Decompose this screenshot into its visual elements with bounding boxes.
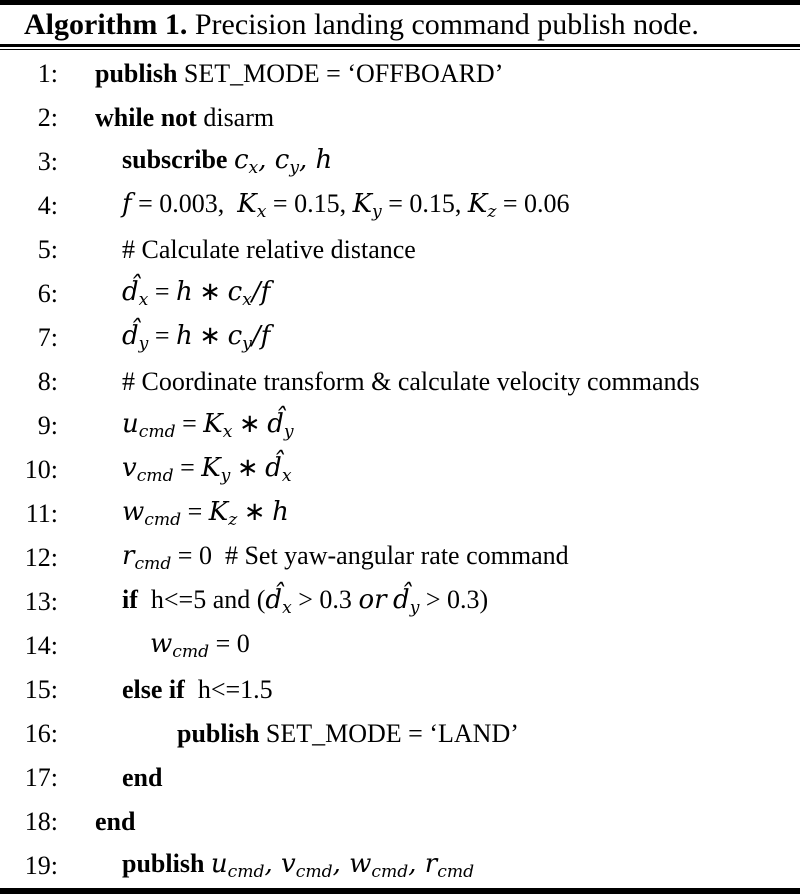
code-segment: = 0.06 (496, 189, 570, 219)
code-segment: cmd (134, 554, 172, 575)
line-code (58, 807, 135, 837)
code-segment: K (201, 453, 221, 484)
code-segment: K (352, 189, 373, 220)
code-segment: h (176, 321, 193, 352)
code-segment: cmd (295, 862, 333, 883)
code-segment: K (208, 497, 229, 528)
code-segment: h<=5 and ( (137, 585, 266, 615)
code-segment: x (138, 290, 149, 311)
code-segment: ∗ (230, 453, 266, 483)
code-segment: while not (95, 103, 204, 132)
line-number: 4: (37, 191, 58, 220)
line-number: 6: (37, 279, 58, 308)
algorithm-line (0, 756, 800, 800)
code-segment: end (95, 807, 136, 836)
code-segment: > 0.3 (291, 585, 359, 615)
algorithm-line (0, 140, 800, 184)
code-segment: = (175, 409, 204, 439)
line-code (58, 367, 700, 397)
algorithm-title: Precision landing command publish node. (187, 7, 699, 41)
line-code (58, 849, 474, 882)
code-segment: x (222, 422, 233, 443)
code-segment: d̂ (267, 409, 284, 440)
line-code (58, 585, 488, 618)
code-segment: d̂ (265, 585, 283, 616)
code-segment: # Coordinate transform & calculate velocity commands (122, 367, 700, 396)
line-number: 15: (24, 675, 58, 704)
code-segment: x (256, 202, 267, 223)
line-code (58, 277, 270, 310)
code-segment: ∗ (237, 497, 273, 527)
code-segment: = 0 (209, 629, 250, 659)
algorithm-header (0, 5, 800, 44)
line-code (58, 497, 289, 530)
code-segment: cmd (227, 862, 265, 883)
algorithm-line (0, 316, 800, 360)
code-segment: publish (95, 59, 184, 88)
code-segment: c (227, 277, 243, 308)
line-number: 14: (24, 631, 58, 660)
code-segment: h (176, 277, 193, 308)
algorithm-line (0, 184, 800, 228)
line-code (58, 321, 270, 354)
code-segment: x (248, 158, 259, 179)
line-number: 18: (24, 807, 58, 836)
line-code (58, 453, 292, 486)
code-segment: = (148, 277, 177, 307)
line-number: 8: (37, 367, 58, 396)
code-segment: cmd (136, 466, 174, 487)
line-code (58, 235, 416, 265)
algorithm-line (0, 580, 800, 624)
code-segment: subscribe (122, 145, 234, 175)
line-number: 12: (24, 543, 58, 572)
code-segment: disarm (203, 103, 275, 132)
code-segment: w (150, 629, 173, 660)
code-segment: f (122, 189, 132, 220)
algorithm-label: Algorithm 1. (24, 7, 188, 41)
line-code (58, 145, 332, 178)
code-segment: y (220, 466, 231, 487)
code-segment: h<=1.5 (184, 675, 273, 704)
code-segment: d̂ (122, 277, 139, 308)
algorithm-line (0, 404, 800, 448)
algorithm-line (0, 800, 800, 844)
code-segment: end (122, 763, 163, 792)
code-segment: = (181, 497, 209, 527)
code-segment: , w (332, 849, 372, 880)
code-segment: ∗ (192, 277, 228, 307)
line-number: 2: (37, 103, 58, 132)
code-segment: = 0.15, (381, 189, 468, 219)
code-segment: x (282, 598, 292, 619)
code-segment: or (358, 585, 387, 616)
line-number: 11: (25, 499, 58, 528)
code-segment: d̂ (265, 453, 282, 484)
code-segment: x (281, 466, 292, 487)
algorithm-line (0, 492, 800, 536)
code-segment: = 0.003, (131, 189, 238, 219)
code-segment: v (122, 453, 137, 484)
code-segment: cmd (172, 642, 210, 663)
code-segment: , v (264, 849, 296, 880)
code-segment: > 0.3) (419, 585, 489, 615)
algorithm-body (0, 50, 800, 888)
code-segment: , c (258, 145, 290, 176)
code-segment: z (487, 202, 497, 223)
algorithm-line (0, 536, 800, 580)
code-segment: cmd (144, 510, 182, 531)
code-segment: x (242, 290, 252, 311)
code-segment: y (372, 202, 382, 223)
code-segment: K (203, 409, 223, 440)
code-segment: , r (408, 849, 438, 880)
code-segment: if (122, 585, 138, 615)
code-segment: d̂ (393, 585, 410, 616)
line-number: 17: (24, 763, 58, 792)
line-number: 3: (37, 147, 58, 176)
line-code (58, 103, 274, 133)
code-segment: /f (251, 321, 271, 352)
line-code (58, 541, 569, 574)
code-segment: z (228, 510, 238, 531)
code-segment: SET_MODE = ‘OFFBOARD’ (183, 59, 504, 88)
line-number: 10: (24, 455, 58, 484)
code-segment: cmd (138, 422, 176, 443)
code-segment: publish (122, 849, 211, 879)
algorithm-line (0, 360, 800, 404)
code-segment: u (210, 849, 228, 880)
algorithm-line (0, 228, 800, 272)
line-code (58, 763, 162, 793)
line-number: 9: (37, 411, 58, 440)
code-segment: /f (251, 277, 271, 308)
bottom-rule (0, 888, 800, 894)
code-segment: publish (177, 719, 266, 748)
code-segment: cmd (371, 862, 409, 883)
code-segment: ∗ (232, 409, 268, 439)
line-number: 7: (37, 323, 58, 352)
algorithm-line (0, 52, 800, 96)
code-segment: y (283, 422, 294, 443)
line-number: 1: (37, 59, 58, 88)
code-segment: = 0 # Set yaw-angular rate command (171, 541, 569, 571)
code-segment: = (173, 453, 202, 483)
code-segment: K (467, 189, 488, 220)
code-segment: SET_MODE = ‘LAND’ (265, 719, 519, 748)
line-code (58, 59, 503, 89)
line-number: 5: (37, 235, 58, 264)
algorithm-line (0, 668, 800, 712)
line-code (58, 629, 250, 662)
code-segment: w (122, 497, 145, 528)
algorithm-line (0, 624, 800, 668)
code-segment: y (242, 334, 252, 355)
code-segment: d̂ (122, 321, 139, 352)
code-segment: c (227, 321, 243, 352)
code-segment: y (138, 334, 149, 355)
code-segment: else if (122, 675, 185, 704)
algorithm-line (0, 96, 800, 140)
line-code (58, 675, 273, 705)
code-segment: = 0.15, (266, 189, 353, 219)
code-segment: ∗ (192, 321, 228, 351)
code-segment: = (148, 321, 177, 351)
code-segment: c (233, 145, 249, 176)
line-number: 19: (24, 851, 58, 880)
code-segment: # Calculate relative distance (122, 235, 416, 264)
code-segment: h (272, 497, 289, 528)
algorithm-line (0, 844, 800, 888)
code-segment: K (237, 189, 257, 220)
code-segment: y (409, 598, 420, 619)
code-segment: y (289, 158, 300, 179)
code-segment: u (122, 409, 139, 440)
algorithm-line (0, 448, 800, 492)
line-code (58, 189, 570, 222)
line-number: 16: (24, 719, 58, 748)
code-segment: r (122, 541, 135, 572)
algorithm-line (0, 712, 800, 756)
code-segment: cmd (437, 862, 475, 883)
algorithm-line (0, 272, 800, 316)
line-code (58, 719, 519, 749)
line-number: 13: (24, 587, 58, 616)
code-segment: , h (299, 145, 333, 176)
line-code (58, 409, 294, 442)
